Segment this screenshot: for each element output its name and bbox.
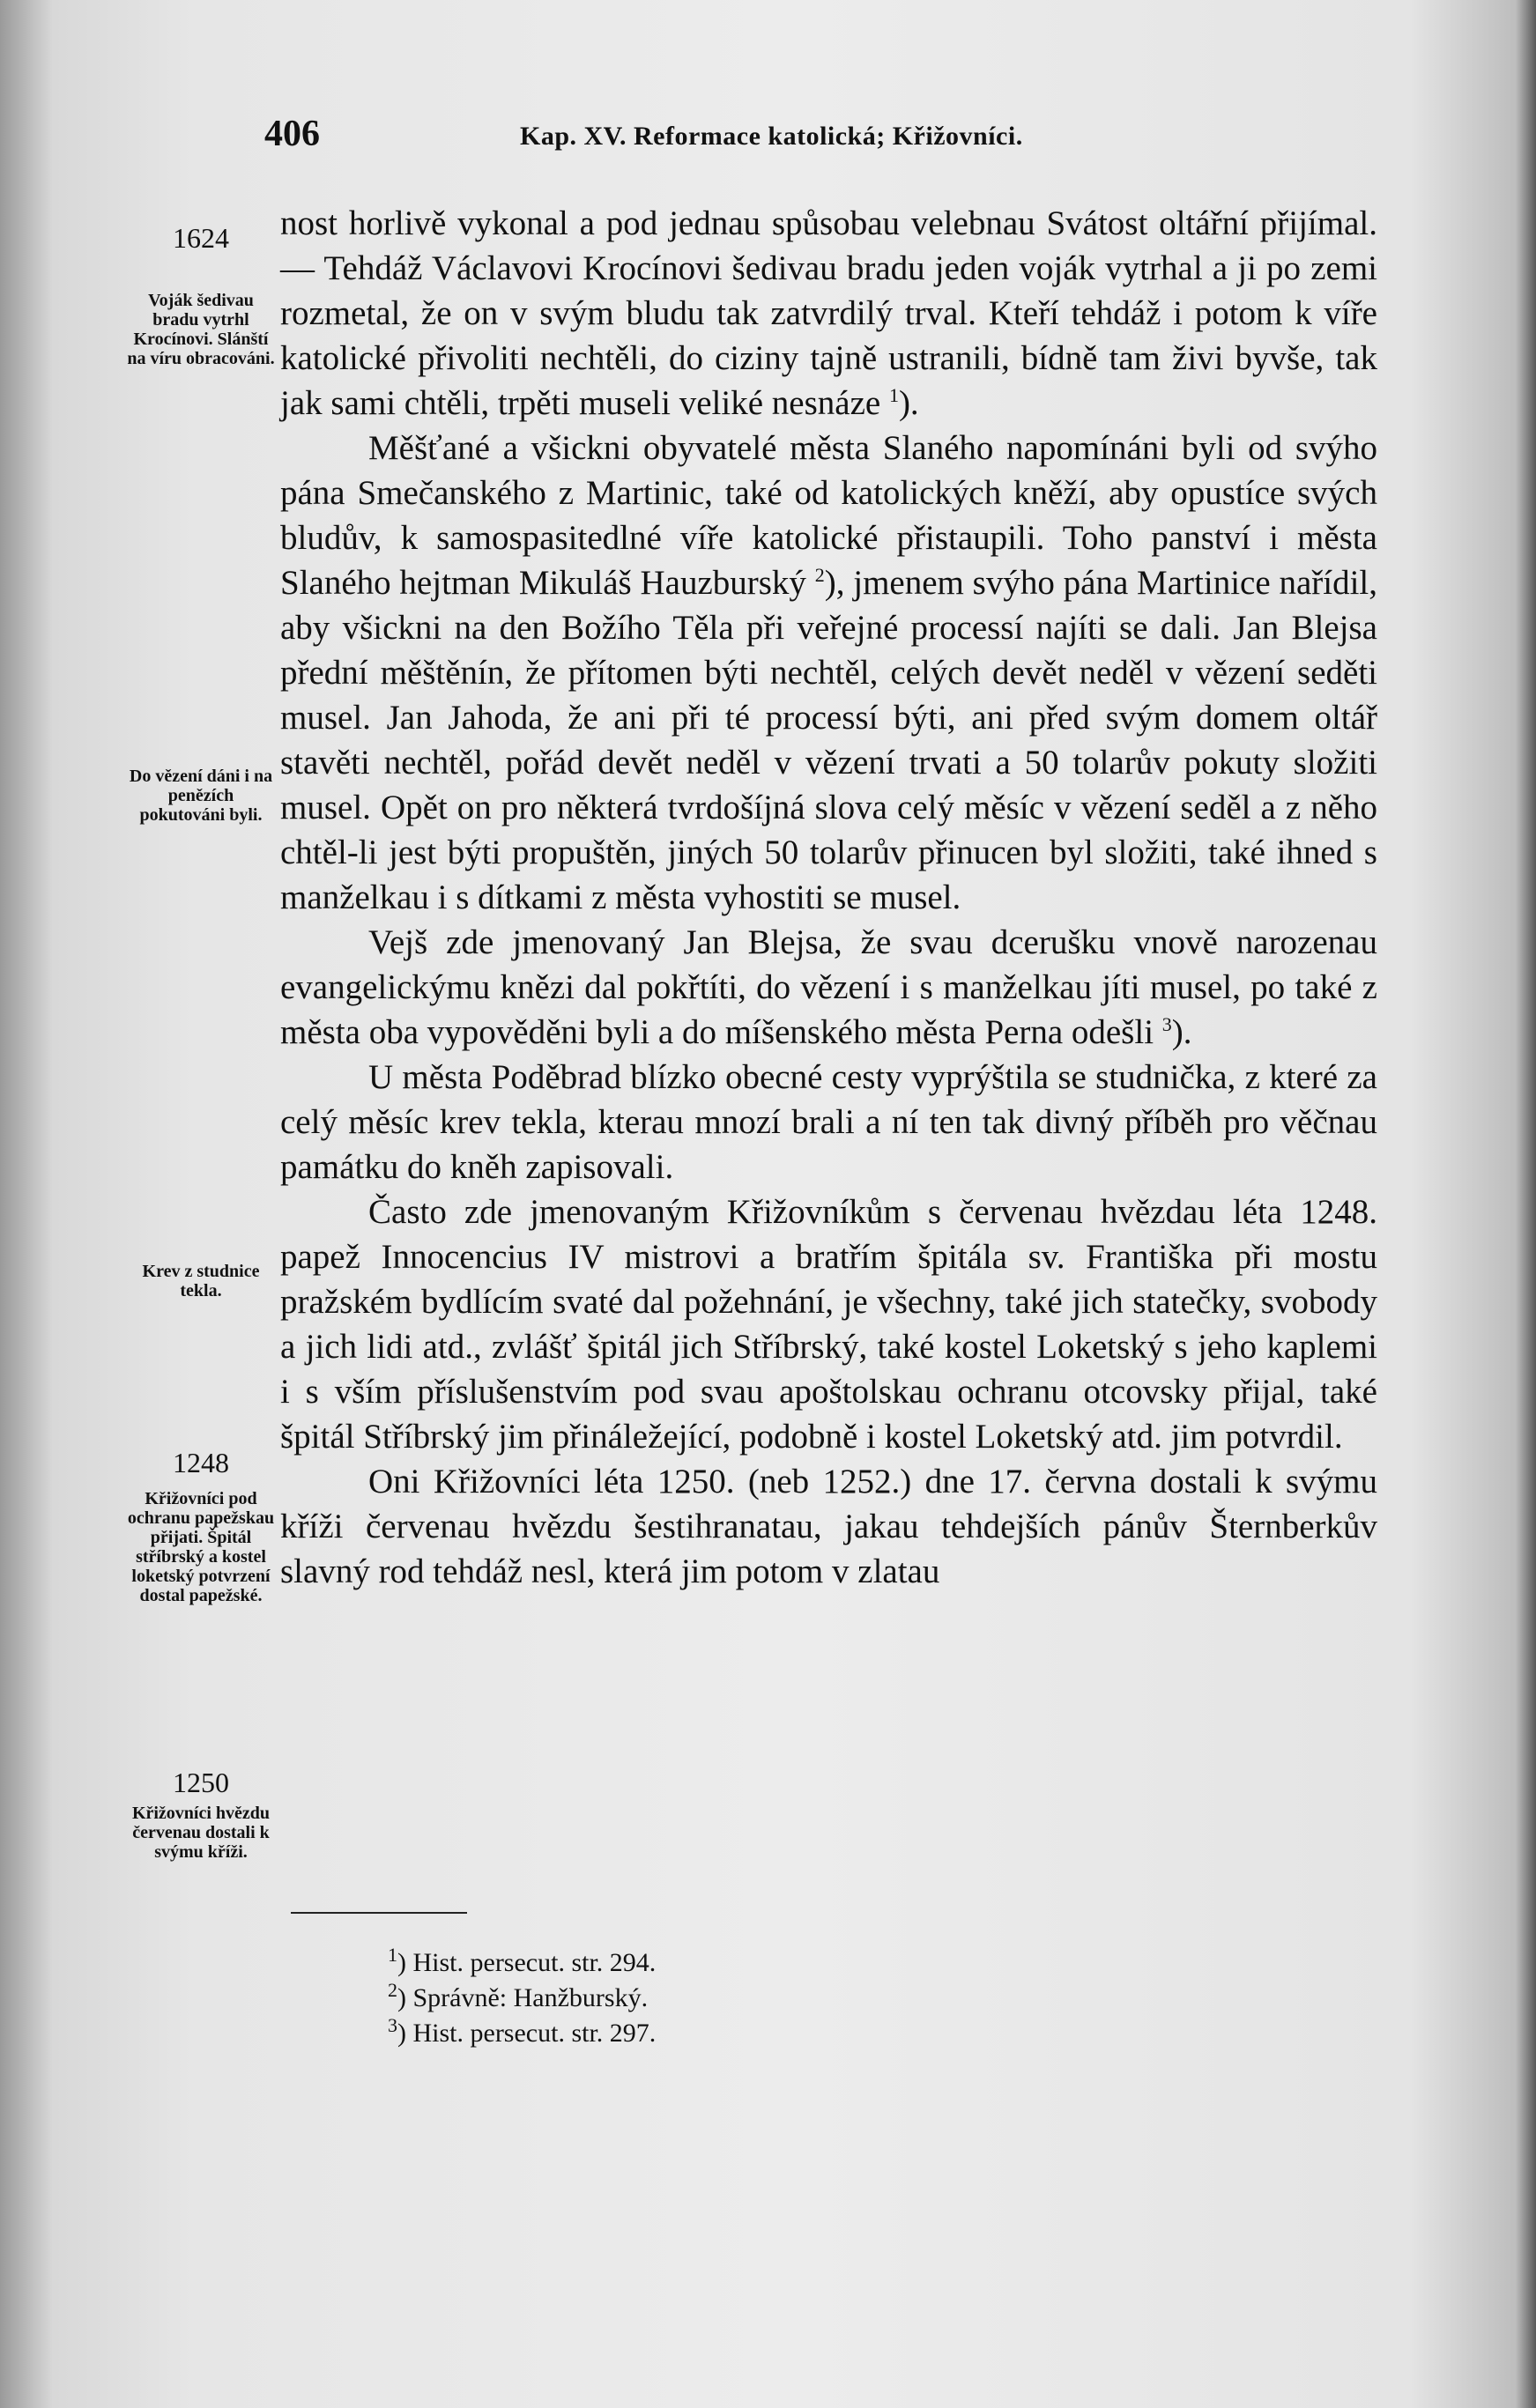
running-head: Kap. XV. Reformace katolická; Křižovníci. — [520, 122, 1023, 151]
paragraph-4: U města Poděbrad blízko obecné cesty vyprýštila se studnička, z které za celý měsíc krev tekla, kterau mnozí brali a ní ten tak divný příběh pro věčnau památku do kněh zapisovali. — [280, 1058, 1377, 1186]
paragraph-6: Oni Křižovníci léta 1250. (neb 1252.) dne 17. června dostali k svýmu kříži červenau hvězdu šestihranatau, jakau tehdejších pánův Šternberkův slavný rod tehdáž nesl, která jim potom v zlatau — [280, 1463, 1377, 1590]
margin-note-krizovnici-ochrana: Křižovníci pod ochranu papežskau přijati. Špitál stříbrský a kostel loketský potvrzení dostal papežské. — [127, 1489, 275, 1605]
margin-note-vezeni: Do vězení dáni i na penězích pokutováni byli. — [129, 767, 273, 825]
margin-year-1250: 1250 — [173, 1767, 229, 1798]
margin-year-1624: 1624 — [173, 222, 229, 254]
paragraph-3: Vejš zde jmenovaný Jan Blejsa, že svau dcerušku vnově narozenau evangelickýmu knězi dal pokřtíti, do vězení i s manželkau jíti musel, po také z města oba vypověděni byli a do míšenského města Perna odešli $^3$). — [280, 923, 1377, 1051]
main-text — [280, 201, 1377, 1594]
paragraph-1: nost horlivě vykonal a pod jednau spůsobau velebnau Svátost oltářní přijímal. — Tehdáž Václavovi Krocínovi šedivau bradu jeden voják vytrhal a ji po zemi rozmetal, že on v svým bludu tak zatvrdilý trval. Kteří tehdáž i potom k víře katolické přivoliti nechtěli, do ciziny tajně ustranili, bídně tam živi byvše, tak jak sami chtěli, trpěti museli veliké nesnáze $^1$). — [280, 204, 1377, 422]
margin-year-1248: 1248 — [173, 1447, 229, 1478]
footnote-3: $^3$) Hist. persecut. str. 297. — [388, 2014, 657, 2048]
paragraph-2: Měšťané a všickni obyvatelé města Slaného napomínáni byli od svýho pána Smečanského z Martinic, také od katolických kněží, aby opustíce svých bludův, k samospasitedlné víře katolické přistaupili. Toho panství i města Slaného hejtman Mikuláš Hauzburský $^2$), jmenem svýho pána Martinice nařídil, aby všickni na den Božího Těla při veřejné processí najíti se dali. Jan Blejsa přední měštěnín, že přítomen býti nechtěl, celých devět neděl v vězení seděti musel. Jan Jahoda, že ani při té processí býti, ani před svým domem oltář stavěti nechtěl, pořád devět neděl v vězení trvati a 50 tolarův pokuty složiti musel. Opět on pro některá tvrdošíjná slova celý měsíc v vězení seděl a z něho chtěl-li jest býti propuštěn, jiných 50 tolarův přinucen byl složiti, také ihned s manželkau i s dítkami z města vyhostiti se musel. — [280, 429, 1377, 916]
footnotes — [388, 1945, 1093, 2051]
footnote-2: $^2$) Správně: Hanžburský. — [388, 1979, 649, 2012]
paragraph-5: Často zde jmenovaným Křižovníkům s červenau hvězdau léta 1248. papež Innocencius IV mistrovi a bratřím špitála sv. Františka při mostu pražském bydlícím svaté dal požehnání, je všechny, také jich statečky, svobody a jich lidi atd., zvlášť špitál jich Stříbrský, také kostel Loketský s jeho kaplemi i s vším příslušenstvím pod svau apoštolskau ochranu otcovsky přijal, také špitál Stříbrský jim přináležející, podobně i kostel Loketský atd. jim potvrdil. — [280, 1193, 1377, 1456]
page-number: 406 — [264, 114, 320, 154]
margin-note-voják: Voják šedivau bradu vytrhl Krocínovi. Slánští na víru obracováni. — [127, 291, 275, 368]
margin-note-hvezda: Křižovníci hvězdu červenau dostali k svýmu kříži. — [131, 1804, 271, 1862]
margin-note-krev: Krev z studnice tekla. — [142, 1262, 260, 1300]
page-header — [264, 113, 1410, 166]
footnote-1: $^1$) Hist. persecut. str. 294. — [388, 1944, 657, 1977]
footnote-rule — [291, 1912, 467, 1914]
